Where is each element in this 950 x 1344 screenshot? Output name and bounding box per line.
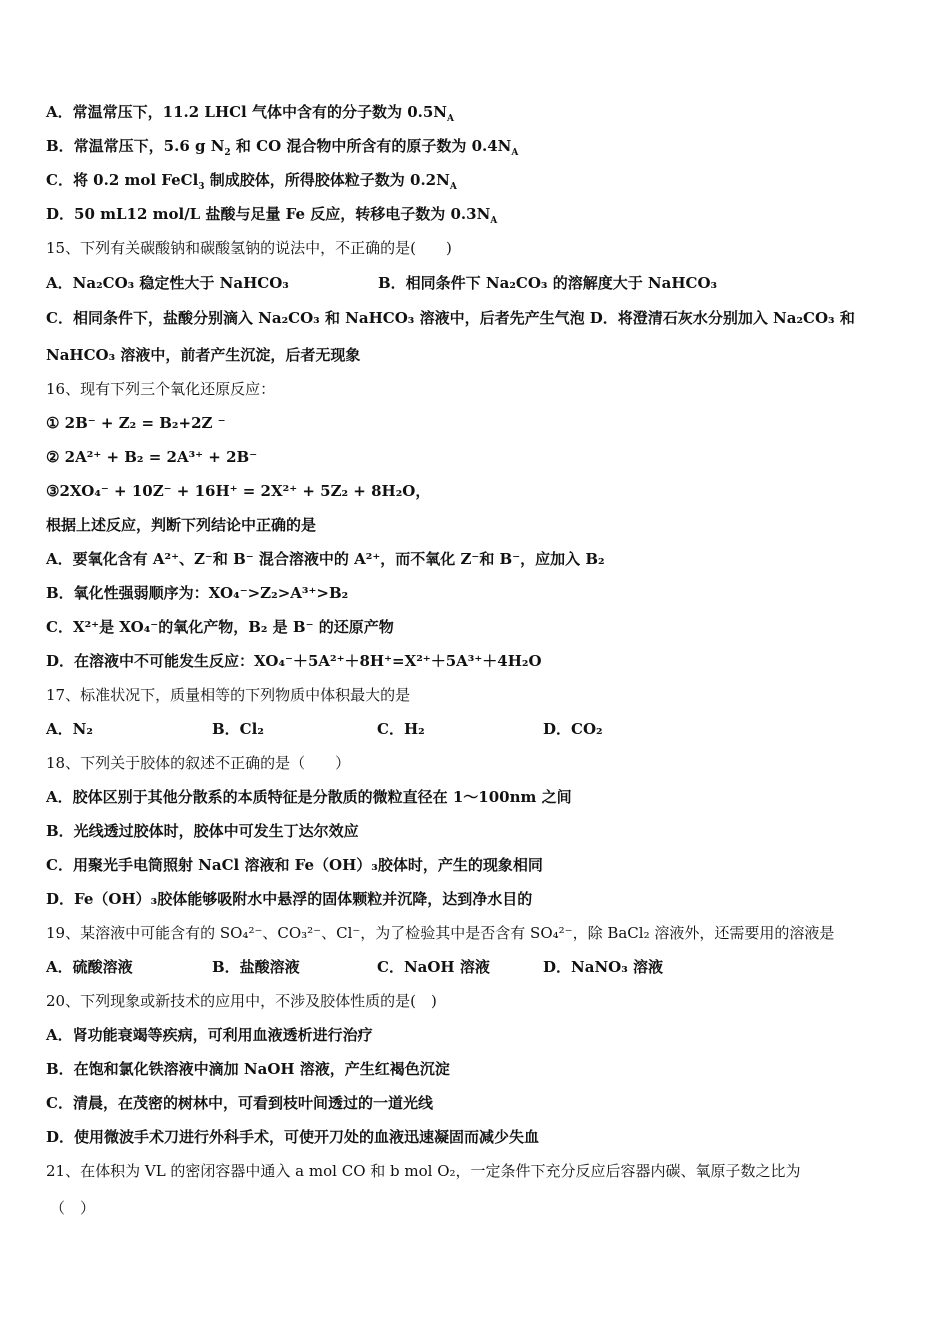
q14-option-a: A．常温常压下，11.2 LHCl 气体中含有的分子数为 $0.5N_A$ [46, 103, 454, 124]
q19-option-a: A．硫酸溶液 [46, 958, 133, 976]
q19-option-b: B．盐酸溶液 [212, 958, 300, 976]
q17-option-a: A．N₂ [46, 720, 93, 738]
q16-stem: 16、现有下列三个氧化还原反应： [46, 380, 276, 398]
q15-option-c: C．相同条件下，盐酸分别滴入 Na₂CO₃ 和 NaHCO₃ 溶液中，后者先产生气泡 D．将澄清石灰水分别加入 Na₂CO₃ 和 [46, 309, 855, 327]
q16-reaction-1: ① 2B⁻ + Z₂ = B₂+2Z ⁻ [46, 414, 226, 432]
q14-option-c: C．将 0.2 mol FeCl$_3$ 制成胶体，所得胶体粒子数为 $0.2N_A$ [46, 171, 457, 192]
q16-option-c: C．X²⁺是 XO₄⁻的氧化产物，B₂ 是 B⁻ 的还原产物 [46, 618, 394, 636]
q15-option-b: B．相同条件下 Na₂CO₃ 的溶解度大于 NaHCO₃ [378, 274, 718, 292]
q16-option-b: B．氧化性强弱顺序为：XO₄⁻>Z₂>A³⁺>B₂ [46, 584, 349, 602]
q14-option-d: D．50 mL12 mol/L 盐酸与足量 Fe 反应，转移电子数为 $0.3N_A$ [46, 205, 498, 226]
q20-option-d: D．使用微波手术刀进行外科手术，可使开刀处的血液迅速凝固而减少失血 [46, 1128, 540, 1146]
q16-lead: 根据上述反应，判断下列结论中正确的是 [46, 516, 317, 534]
q18-option-c: C．用聚光手电筒照射 NaCl 溶液和 Fe（OH）₃胶体时，产生的现象相同 [46, 856, 543, 874]
q18-option-b: B．光线透过胶体时，胶体中可发生丁达尔效应 [46, 822, 359, 840]
q18-stem: 18、下列关于胶体的叙述不正确的是（ ） [46, 754, 351, 772]
q15-option-d-cont: NaHCO₃ 溶液中，前者产生沉淀，后者无现象 [46, 346, 361, 364]
q20-option-c: C．清晨，在茂密的树林中，可看到枝叶间透过的一道光线 [46, 1094, 433, 1112]
q17-stem: 17、标准状况下，质量相等的下列物质中体积最大的是 [46, 686, 411, 704]
q19-stem: 19、某溶液中可能含有的 SO₄²⁻、CO₃²⁻、Cl⁻，为了检验其中是否含有 SO₄²⁻，除 BaCl₂ 溶液外，还需要用的溶液是 [46, 924, 835, 942]
q20-option-a: A．肾功能衰竭等疾病，可利用血液透析进行治疗 [46, 1026, 373, 1044]
q17-option-d: D．CO₂ [543, 720, 603, 738]
q19-options [46, 956, 920, 978]
q15-option-a: A．Na₂CO₃ 稳定性大于 NaHCO₃ [46, 274, 289, 292]
q16-option-a: A．要氧化含有 A²⁺、Z⁻和 B⁻ 混合溶液中的 A²⁺，而不氧化 Z⁻和 B⁻，应加入 B₂ [46, 550, 605, 568]
q15-options-row1 [46, 272, 920, 294]
q21-stem: 21、在体积为 VL 的密闭容器中通入 a mol CO 和 b mol O₂，一定条件下充分反应后容器内碳、氧原子数之比为 [46, 1162, 801, 1180]
q19-option-d: D．NaNO₃ 溶液 [543, 958, 664, 976]
q20-stem: 20、下列现象或新技术的应用中，不涉及胶体性质的是( ) [46, 992, 437, 1010]
q21-answer-paren: （ ） [50, 1199, 96, 1217]
q15-stem: 15、下列有关碳酸钠和碳酸氢钠的说法中，不正确的是( ) [46, 239, 452, 257]
q19-option-c: C．NaOH 溶液 [377, 958, 490, 976]
q18-option-a: A．胶体区别于其他分散系的本质特征是分散质的微粒直径在 1～100nm 之间 [46, 788, 572, 806]
q20-option-b: B．在饱和氯化铁溶液中滴加 NaOH 溶液，产生红褐色沉淀 [46, 1060, 450, 1078]
q17-options [46, 718, 920, 740]
q18-option-d: D．Fe（OH）₃胶体能够吸附水中悬浮的固体颗粒并沉降，达到净水目的 [46, 890, 533, 908]
q17-option-b: B．Cl₂ [212, 720, 264, 738]
q17-option-c: C．H₂ [377, 720, 425, 738]
q16-reaction-3: ③2XO₄⁻ + 10Z⁻ + 16H⁺ = 2X²⁺ + 5Z₂ + 8H₂O， [46, 482, 431, 500]
q16-option-d: D．在溶液中不可能发生反应：XO₄⁻＋5A²⁺＋8H⁺=X²⁺＋5A³⁺＋4H₂O [46, 652, 542, 670]
q16-reaction-2: ② 2A²⁺ + B₂ = 2A³⁺ + 2B⁻ [46, 448, 258, 466]
q14-option-b: B．常温常压下，5.6 g $N_2$ 和 CO 混合物中所含有的原子数为 $0.4N_A$ [46, 137, 519, 158]
